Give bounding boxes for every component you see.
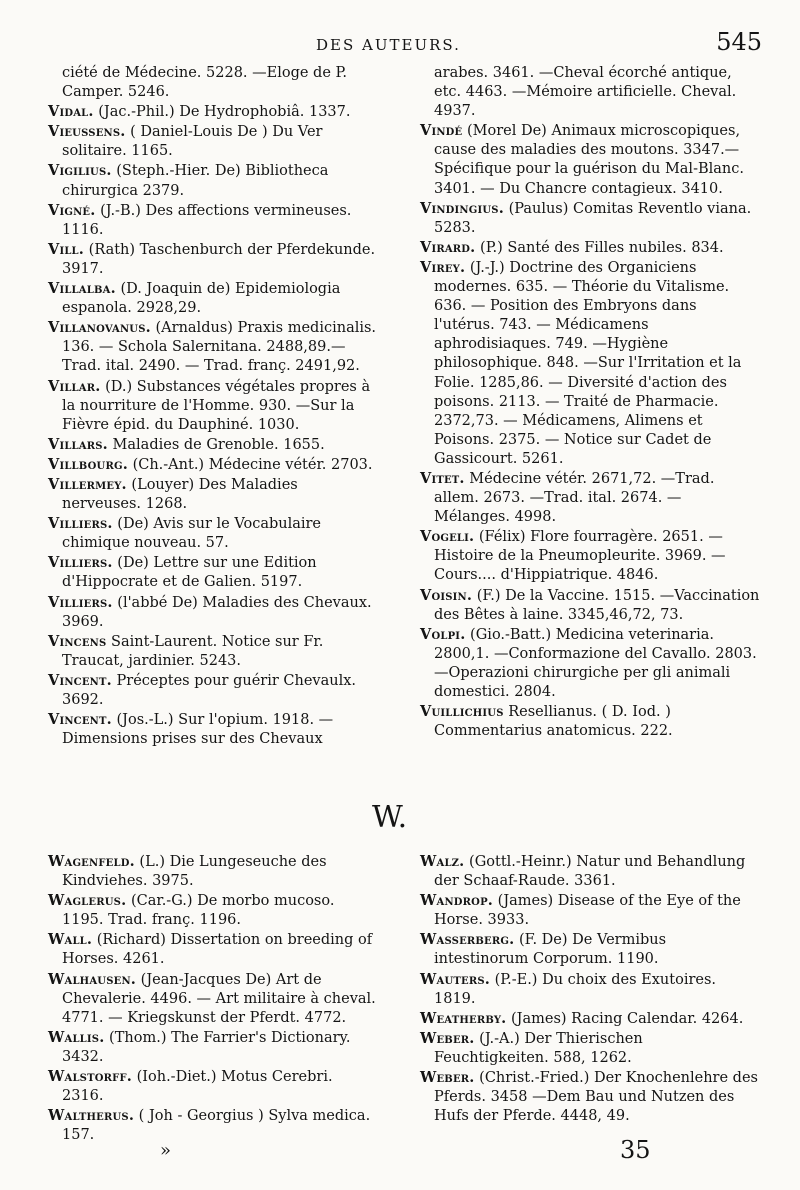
index-entry xyxy=(48,891,378,930)
author-name: Villiers. xyxy=(48,515,113,533)
entry-text: (Ch.-Ant.) Médecine vétér. 2703. xyxy=(127,456,373,473)
index-entry xyxy=(48,671,378,710)
author-name: Vitet. xyxy=(420,469,465,487)
author-name: Weatherby. xyxy=(420,1009,507,1027)
index-entry xyxy=(48,161,378,200)
left-column-bottom xyxy=(48,852,378,1145)
entry-text: (Morel De) Animaux microscopiques, cause des maladies des moutons. 3347.— Spécifique pour la guérison du Mal-Blanc. 3401. — Du Chancre contagieux. 3410. xyxy=(434,123,744,197)
author-name: Vindingius. xyxy=(420,199,504,217)
index-entry xyxy=(48,593,378,632)
right-column-top xyxy=(420,64,760,741)
right-column-bottom xyxy=(420,852,760,1126)
author-name: Vigné. xyxy=(48,201,96,219)
author-name: Waltherus. xyxy=(48,1107,135,1125)
entry-text: (De) Lettre sur une Edition d'Hippocrate et de Galien. 5197. xyxy=(62,555,317,591)
index-entry xyxy=(48,102,378,122)
index-entry xyxy=(48,632,378,671)
index-entry xyxy=(420,64,760,121)
author-name: Vieussens. xyxy=(48,123,126,141)
author-name: Virard. xyxy=(420,238,476,256)
index-entry xyxy=(48,475,378,514)
entry-text: Maladies de Grenoble. 1655. xyxy=(107,436,325,453)
entry-text: (Thom.) The Farrier's Dictionary. 3432. xyxy=(62,1029,351,1065)
index-entry xyxy=(48,710,378,749)
entry-text: (Gio.-Batt.) Medicina veterinaria. 2800,1. —Conformazione del Cavallo. 2803. —Operazioni chirurgiche per gli animali domestici. 2804. xyxy=(434,626,757,700)
entry-text: (Richard) Dissertation on breeding of Horses. 4261. xyxy=(62,932,373,968)
index-entry xyxy=(420,238,760,258)
index-entry xyxy=(420,891,760,930)
entry-text: (Jean-Jacques De) Art de Chevalerie. 4496. — Art militaire à cheval. 4771. — Kriegskunst der Pferdt. 4772. xyxy=(62,971,376,1026)
author-name: Villbourg. xyxy=(48,455,128,473)
entry-text: (Louyer) Des Maladies nerveuses. 1268. xyxy=(62,476,298,513)
entry-text: (l'abbé De) Maladies des Chevaux. 3969. xyxy=(62,594,372,630)
section-letter: W. xyxy=(372,800,408,835)
entry-text: Saint-Laurent. Notice sur Fr. Traucat, jardinier. 5243. xyxy=(62,633,324,669)
index-entry xyxy=(420,930,760,969)
author-name: Vill. xyxy=(48,240,85,258)
entry-text: (Gottl.-Heinr.) Natur und Behandlung der Schaaf-Raude. 3361. xyxy=(434,854,746,890)
index-entry xyxy=(48,318,378,376)
entry-text: (Jac.-Phil.) De Hydrophobiâ. 1337. xyxy=(93,104,351,121)
entry-text: (J.-B.) Des affections vermineuses. 1116. xyxy=(62,202,352,238)
author-name: Voisin. xyxy=(420,586,473,604)
index-entry xyxy=(48,455,378,475)
entry-text: (J.-J.) Doctrine des Organiciens modernes. 635. — Théorie du Vitalisme. 636. — Position des Embryons dans l'utérus. 743. — Médicamens aphrodisiaques. 749. —Hygiène philosophique. 848. —Sur l'Irritation et la Folie. 1285,86. — Diversité d'action des poisons. 2113. — Traité de Pharmacie. 2372,73. — Médicamens, Alimens et Poisons. 2375. — Notice sur Cadet de Gassicourt. 5261. xyxy=(434,259,742,467)
index-entry xyxy=(420,1009,760,1029)
index-entry xyxy=(420,970,760,1009)
index-entry xyxy=(420,469,760,527)
entry-text: (Ioh.-Diet.) Motus Cerebri. 2316. xyxy=(62,1069,333,1105)
author-name: Weber. xyxy=(420,1069,475,1087)
author-name: Villermey. xyxy=(48,475,127,493)
index-entry xyxy=(48,1067,378,1106)
entry-text: (Jos.-L.) Sur l'opium. 1918. —Dimensions prises sur des Chevaux xyxy=(62,712,334,748)
author-name: Villars. xyxy=(48,435,108,453)
index-entry xyxy=(48,553,378,592)
index-entry xyxy=(420,527,760,585)
index-entry xyxy=(48,201,378,240)
entry-text: Resellianus. ( D. Iod. ) Commentarius anatomicus. 222. xyxy=(434,704,673,740)
entry-text: (Steph.-Hier. De) Bibliotheca chirurgica 2379. xyxy=(62,163,329,199)
index-entry xyxy=(48,930,378,969)
author-name: Vindé xyxy=(420,122,463,140)
author-name: Walstorff. xyxy=(48,1068,133,1086)
entry-text: ( Daniel-Louis De ) Du Ver solitaire. 1165. xyxy=(62,124,323,160)
entry-text: ( Joh - Georgius ) Sylva medica. 157. xyxy=(62,1108,371,1144)
index-entry xyxy=(48,279,378,318)
entry-text: (Christ.-Fried.) Der Knochenlehre des Pferds. 3458 —Dem Bau und Nutzen des Hufs der Pferde. 4448, 49. xyxy=(434,1070,758,1125)
author-name: Vuillichius xyxy=(420,703,504,721)
entry-text: (F.) De la Vaccine. 1515. —Vaccination des Bêtes à laine. 3345,46,72, 73. xyxy=(434,587,760,623)
entry-text: (Félix) Flore fourragère. 2651. — Histoire de la Pneumopleurite. 3969. — Cours.... d'Hippiatrique. 4846. xyxy=(434,529,726,584)
index-entry xyxy=(48,122,378,161)
index-entry xyxy=(420,625,760,702)
left-column-top xyxy=(48,64,378,749)
author-name: Villiers. xyxy=(48,554,113,572)
entry-text: (Car.-G.) De morbo mucoso. 1195. Trad. franç. 1196. xyxy=(62,893,335,929)
entry-text: (F. De) De Vermibus intestinorum Corporum. 1190. xyxy=(434,932,667,968)
entry-text: (James) Disease of the Eye of the Horse. 3933. xyxy=(434,893,741,929)
entry-text: (Paulus) Comitas Reventlo viana. 5283. xyxy=(434,200,752,236)
author-name: Villar. xyxy=(48,377,101,395)
author-name: Walhausen. xyxy=(48,970,137,988)
signature-mark: 35 xyxy=(620,1136,651,1164)
entry-text: Médecine vétér. 2671,72. —Trad. allem. 2673. —Trad. ital. 2674. — Mélanges. 4998. xyxy=(434,470,715,526)
author-name: Wasserberg. xyxy=(420,931,515,949)
index-entry xyxy=(420,258,760,469)
author-name: Wagenfeld. xyxy=(48,853,135,870)
author-name: Wall. xyxy=(48,931,93,949)
catchword: » xyxy=(160,1140,172,1161)
entry-text: (James) Racing Calendar. 4264. xyxy=(506,1010,744,1027)
author-name: Villiers. xyxy=(48,593,113,611)
author-name: Virey. xyxy=(420,258,466,276)
author-name: Wauters. xyxy=(420,970,491,988)
running-head: DES AUTEURS. xyxy=(316,36,461,54)
entry-text: (D. Joaquin de) Epidemiologia espanola. 2928,29. xyxy=(62,281,341,317)
author-name: Vincent. xyxy=(48,711,112,729)
author-name: Vogeli. xyxy=(420,528,475,546)
index-entry xyxy=(48,64,378,102)
index-entry xyxy=(48,377,378,435)
author-name: Vincent. xyxy=(48,671,112,689)
entry-text: (Rath) Taschenburch der Pferdekunde. 3917. xyxy=(62,241,376,277)
author-name: Vidal. xyxy=(48,103,94,121)
entry-text: (Arnaldus) Praxis medicinalis. 136. — Schola Salernitana. 2488,89.— Trad. ital. 2490. — Trad. franç. 2491,92. xyxy=(62,320,377,375)
index-entry xyxy=(420,199,760,238)
entry-text: arabes. 3461. —Cheval écorché antique, etc. 4463. —Mémoire artificielle. Cheval. 4937. xyxy=(434,65,737,120)
index-entry xyxy=(420,1068,760,1126)
entry-text: (L.) Die Lungeseuche des Kindviehes. 3975. xyxy=(62,854,327,890)
entry-text: (J.-A.) Der Thierischen Feuchtigkeiten. 588, 1262. xyxy=(434,1030,643,1066)
index-entry xyxy=(48,435,378,455)
index-entry xyxy=(420,1029,760,1068)
index-entry xyxy=(420,121,760,198)
index-entry xyxy=(48,1106,378,1145)
author-name: Villalba. xyxy=(48,280,116,298)
entry-text: (De) Avis sur le Vocabulaire chimique nouveau. 57. xyxy=(62,516,322,552)
author-name: Volpi. xyxy=(420,625,466,643)
page-number: 545 xyxy=(716,28,762,56)
entry-text: ciété de Médecine. 5228. —Eloge de P. Camper. 5246. xyxy=(62,65,347,101)
index-entry xyxy=(48,514,378,553)
entry-text: (P.) Santé des Filles nubiles. 834. xyxy=(475,239,724,256)
entry-text: (P.-E.) Du choix des Exutoires. 1819. xyxy=(434,971,717,1007)
author-name: Vigilius. xyxy=(48,162,112,180)
author-name: Weber. xyxy=(420,1029,475,1047)
author-name: Wallis. xyxy=(48,1028,105,1046)
index-entry xyxy=(420,852,760,891)
index-entry xyxy=(48,970,378,1028)
index-entry xyxy=(420,586,760,625)
index-entry xyxy=(48,240,378,279)
entry-text: (D.) Substances végétales propres à la nourriture de l'Homme. 930. —Sur la Fièvre épid. du Dauphiné. 1030. xyxy=(62,378,371,433)
index-entry xyxy=(48,852,378,891)
author-name: Vincens xyxy=(48,632,107,650)
author-name: Waglerus. xyxy=(48,892,127,910)
author-name: Walz. xyxy=(420,853,465,870)
index-entry xyxy=(48,1028,378,1067)
entry-text: Préceptes pour guérir Chevaulx. 3692. xyxy=(62,672,357,708)
index-entry xyxy=(420,702,760,741)
author-name: Wandrop. xyxy=(420,892,494,910)
author-name: Villanovanus. xyxy=(48,319,151,337)
